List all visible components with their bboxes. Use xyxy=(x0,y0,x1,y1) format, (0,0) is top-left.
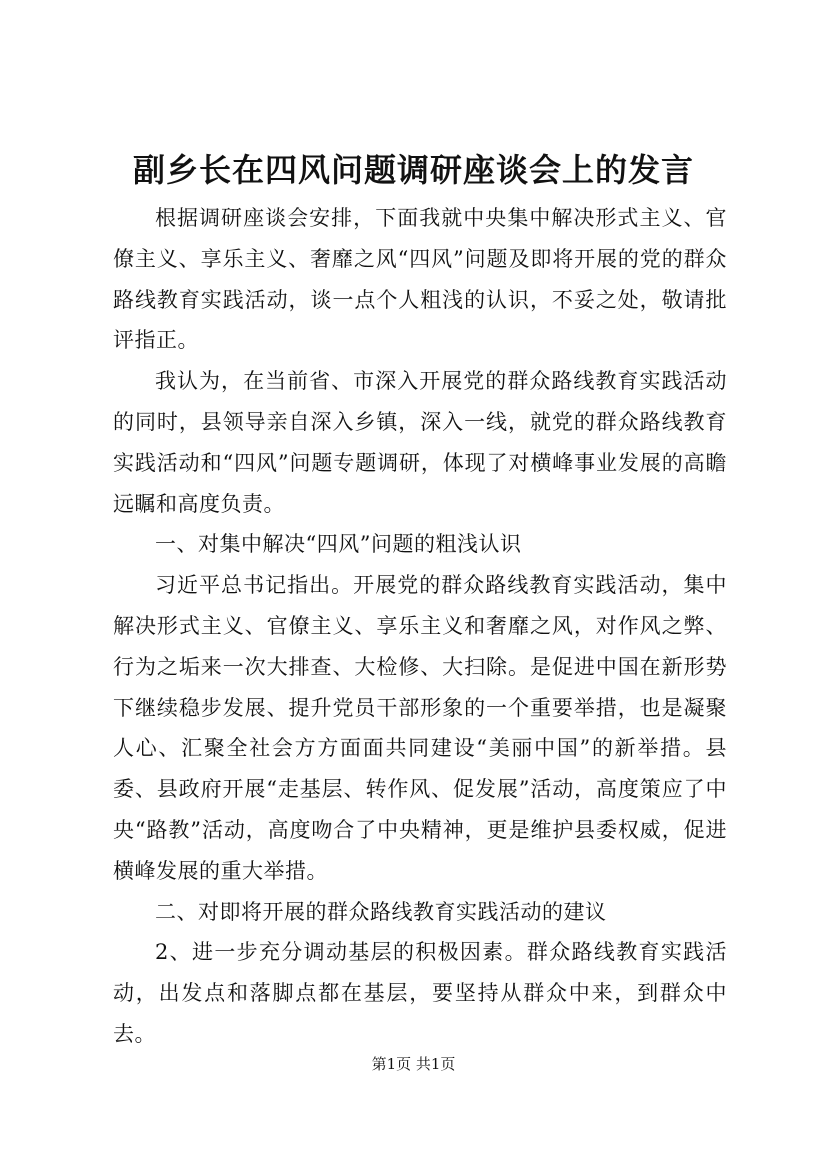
paragraph: 根据调研座谈会安排，下面我就中央集中解决形式主义、官僚主义、享乐主义、奢靡之风“四风”问题及即将开展的党的群众路线教育实践活动，谈一点个人粗浅的认识，不妥之处，敬请批评指正。 xyxy=(113,206,727,353)
section-heading: 一、对集中解决“四风”问题的粗浅认识 xyxy=(155,532,522,557)
paragraph: 习近平总书记指出。开展党的群众路线教育实践活动，集中解决形式主义、官僚主义、享乐主义和奢靡之风，对作风之弊、行为之垢来一次大排查、大检修、大扫除。是促进中国在新形势下继续稳步发展、提升党员干部形象的一个重要举措，也是凝聚人心、汇聚全社会方方面面共同建设“美丽中国”的新举措。县委、县政府开展“走基层、转作风、促发展”活动，高度策应了中央“路教”活动，高度吻合了中央精神，更是维护县委权威，促进横峰发展的重大举措。 xyxy=(113,573,727,883)
paragraph: 我认为，在当前省、市深入开展党的群众路线教育实践活动的同时，县领导亲自深入乡镇，深入一线，就党的群众路线教育实践活动和“四风”问题专题调研，体现了对横峰事业发展的高瞻远瞩和高度负责。 xyxy=(113,369,727,516)
document-title: 副乡长在四风问题调研座谈会上的发言 xyxy=(132,151,694,189)
document-body xyxy=(113,198,727,1055)
paragraph: 2、进一步充分调动基层的积极因素。群众路线教育实践活动，出发点和落脚点都在基层，要坚持从群众中来，到群众中去。 xyxy=(113,940,727,1046)
section-heading: 二、对即将开展的群众路线教育实践活动的建议 xyxy=(155,899,607,924)
page-footer: 第1页 共1页 xyxy=(371,1055,456,1073)
